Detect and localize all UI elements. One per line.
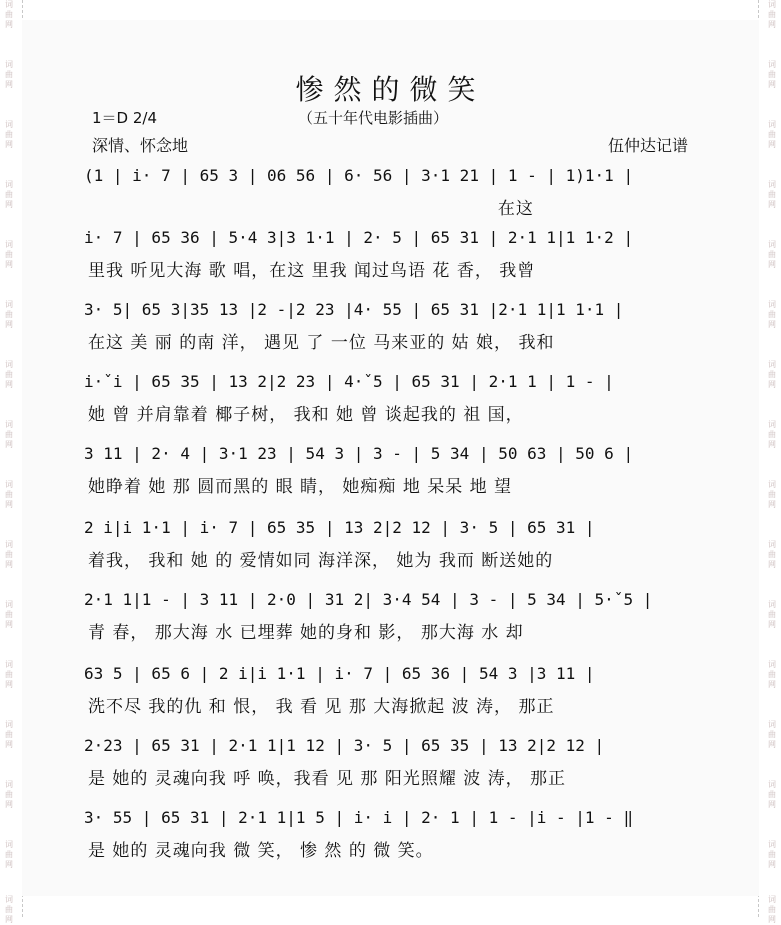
watermark: 词曲网: [768, 780, 776, 809]
watermark: 词曲网: [768, 180, 776, 209]
notation-line-3: 3· 5| 65 3|35 13 |2 -|2 23 |4· 55 | 65 31 |2·1 1|1 1·1 |: [84, 300, 624, 319]
watermark: 词曲网: [5, 120, 13, 149]
watermark: 词曲网: [5, 840, 13, 869]
lyric-line-5: 她睁着 她 那 圆而黑的 眼 睛， 她痴痴 地 呆呆 地 望: [88, 477, 513, 497]
watermark: 词曲网: [768, 60, 776, 89]
watermark: 词曲网: [5, 895, 13, 924]
song-title: 惨然的微笑: [295, 73, 486, 106]
watermark: 词曲网: [768, 600, 776, 629]
right-margin: [758, 0, 781, 924]
song-subtitle: （五十年代电影插曲）: [298, 109, 449, 127]
watermark: 词曲网: [5, 360, 13, 389]
watermark: 词曲网: [5, 480, 13, 509]
watermark: 词曲网: [768, 895, 776, 924]
watermark: 词曲网: [5, 660, 13, 689]
watermark: 词曲网: [768, 420, 776, 449]
notation-line-5: 3 11 | 2· 4 | 3·1 23 | 54 3 | 3 - | 5 34 | 50 63 | 50 6 |: [84, 444, 634, 463]
lyric-line-4: 她 曾 并肩靠着 椰子树， 我和 她 曾 谈起我的 祖 国，: [88, 405, 524, 425]
notation-line-7: 2·1 1|1 - | 3 11 | 2·0 | 31 2| 3·4 54 | 3 - | 5 34 | 5·ˇ5 |: [84, 590, 653, 609]
notation-line-6: 2 i|i 1·1 | i· 7 | 65 35 | 13 2|2 12 | 3· 5 | 65 31 |: [84, 518, 595, 537]
watermark: 词曲网: [768, 660, 776, 689]
notation-line-9: 2·23 | 65 31 | 2·1 1|1 12 | 3· 5 | 65 35 | 13 2|2 12 |: [84, 736, 605, 755]
notation-line-2: i· 7 | 65 36 | 5·4 3|3 1·1 | 2· 5 | 65 31 | 2·1 1|1 1·2 |: [84, 228, 634, 247]
watermark: 词曲网: [5, 300, 13, 329]
left-margin: [0, 0, 23, 924]
notation-line-4: i·ˇi | 65 35 | 13 2|2 23 | 4·ˇ5 | 65 31 | 2·1 1 | 1 - |: [84, 372, 614, 391]
watermark: 词曲网: [768, 360, 776, 389]
watermark: 词曲网: [768, 840, 776, 869]
notation-line-8: 63 5 | 65 6 | 2 i|i 1·1 | i· 7 | 65 36 | 54 3 |3 11 |: [84, 664, 595, 683]
watermark: 词曲网: [768, 120, 776, 149]
watermark: 词曲网: [5, 540, 13, 569]
tempo-marking: 深情、怀念地: [92, 136, 189, 155]
watermark: 词曲网: [5, 600, 13, 629]
lyric-line-3: 在这 美 丽 的南 洋， 遇见 了 一位 马来亚的 姑 娘， 我和: [88, 333, 555, 353]
watermark: 词曲网: [768, 300, 776, 329]
lyric-line-10: 是 她的 灵魂向我 微 笑， 惨 然 的 微 笑。: [88, 841, 434, 861]
lyric-line-2: 里我 听见大海 歌 唱，在这 里我 闻过鸟语 花 香， 我曾: [88, 261, 536, 281]
watermark: 词曲网: [5, 60, 13, 89]
key-signature: 1＝D 2/4: [92, 109, 158, 127]
transcriber-credit: 伍仲达记谱: [608, 136, 689, 155]
watermark: 词曲网: [768, 720, 776, 749]
lyric-line-8: 洗不尽 我的仇 和 恨， 我 看 见 那 大海掀起 波 涛， 那正: [88, 697, 555, 717]
watermark: 词曲网: [5, 240, 13, 269]
watermark: 词曲网: [5, 780, 13, 809]
lyric-line-9: 是 她的 灵魂向我 呼 唤，我看 见 那 阳光照耀 波 涛， 那正: [88, 769, 567, 789]
watermark: 词曲网: [768, 0, 776, 29]
watermark: 词曲网: [5, 180, 13, 209]
notation-line-1: (1 | i· 7 | 65 3 | 06 56 | 6· 56 | 3·1 21 | 1 - | 1)1·1 |: [84, 166, 634, 185]
watermark: 词曲网: [768, 240, 776, 269]
lyric-line-1: 在这: [88, 199, 534, 219]
watermark: 词曲网: [5, 720, 13, 749]
watermark: 词曲网: [5, 0, 13, 29]
watermark: 词曲网: [5, 420, 13, 449]
lyric-line-7: 青 春， 那大海 水 已埋葬 她的身和 影， 那大海 水 却: [88, 623, 524, 643]
watermark: 词曲网: [768, 540, 776, 569]
watermark: 词曲网: [768, 480, 776, 509]
notation-line-10: 3· 55 | 65 31 | 2·1 1|1 5 | i· i | 2· 1 | 1 - |i - |1 - ‖: [84, 808, 634, 827]
lyric-line-6: 着我， 我和 她 的 爱情如同 海洋深， 她为 我而 断送她的: [88, 551, 554, 571]
